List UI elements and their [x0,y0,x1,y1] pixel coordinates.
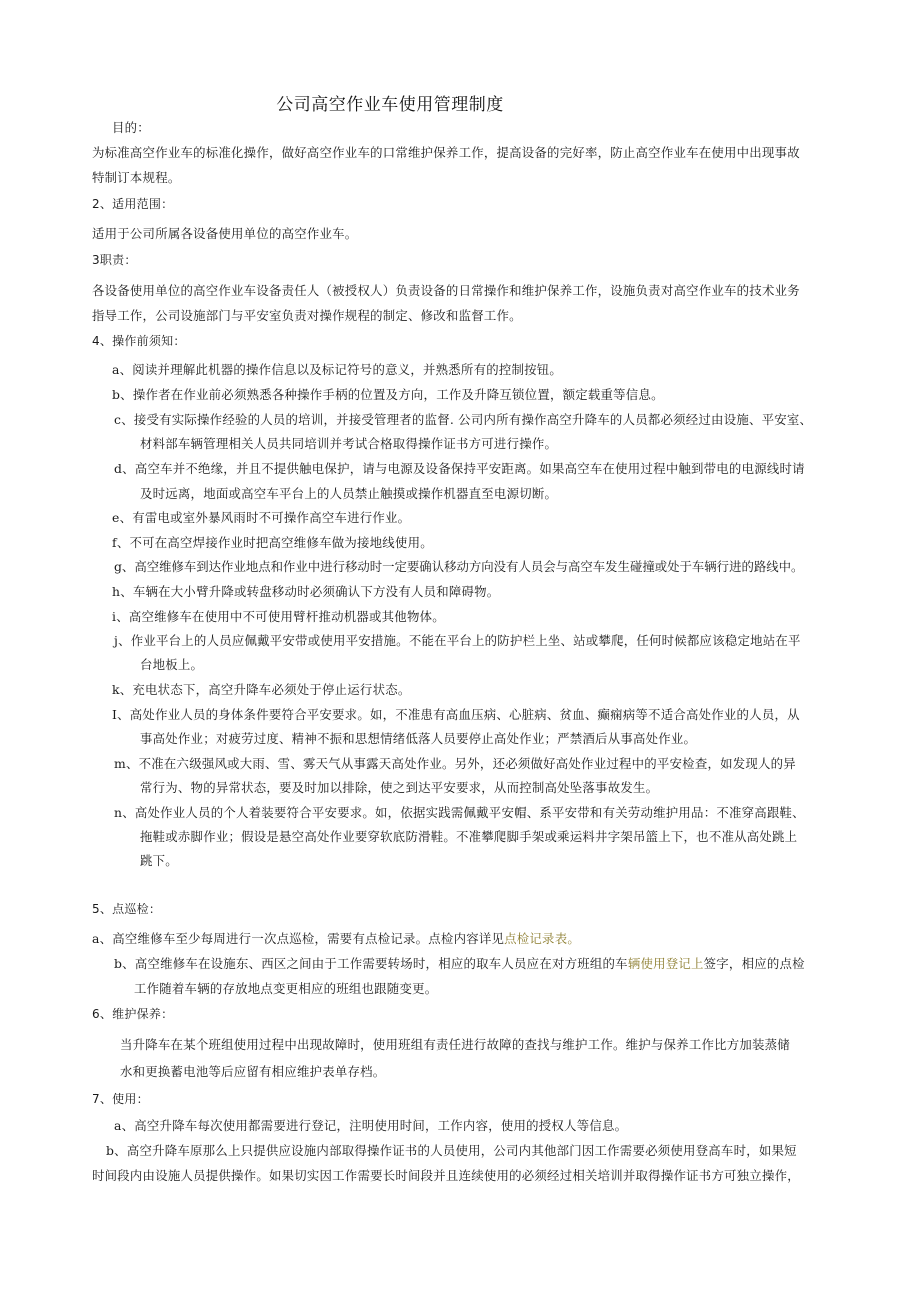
item-label: d、 [114,461,135,476]
item-label: i、 [112,609,129,624]
item-label: a、 [114,1118,135,1133]
item-label: j、 [114,633,131,648]
item-text: 操作者在作业前必须熟悉各种操作手柄的位置及方向，工作及升降互锁位置，额定载重等信息。 [132,387,664,402]
pre-item-c [114,412,812,428]
pre-item-g [114,559,803,575]
pre-item-f [112,535,433,551]
inspection-item-a [92,931,580,947]
duties-heading: 3职责： [92,253,137,267]
item-text: 高空维修车在使用中不可使用臂杆推动机器或其他物体。 [128,609,445,624]
pre-item-m [114,756,796,772]
duties-line-1: 各设备使用单位的高空作业车设备责任人（被授权人）负责设备的日常操作和维护保养工作，设施负责对高空作业车的技术业务 [92,283,800,298]
item-text: 高空维修车在设施东、西区之间由于工作需要转场时，相应的取车人员应在对方班组的车 [134,956,628,971]
pre-item-n-line-3: 跳下。 [140,853,178,868]
item-text: 高空维修车到达作业地点和作业中进行移动时一定要确认移动方向没有人员会与高空车发生碰撞或处于车辆行进的路线中。 [134,559,804,574]
item-text: 接受有实际操作经验的人员的培训，并接受管理者的监督. 公司内所有操作高空升降车的人员都必须经过由设施、平安室、 [133,412,813,427]
maintenance-heading: 6、维护保养： [92,1007,174,1021]
item-text-end: 签字，相应的点检 [703,956,805,971]
scope-heading: 2、适用范围： [92,197,174,211]
duties-line-2: 指导工作，公司设施部门与平安室负责对操作规程的制定、修改和监督工作。 [92,308,522,323]
pre-item-b [112,387,664,403]
item-text: 高空升降车每次使用都需要进行登记，注明使用时间，工作内容，使用的授权人等信息。 [134,1118,628,1133]
item-label: a、 [92,931,113,946]
usage-item-b-line-2: 时间段内由设施人员提供操作。如果切实因工作需要长时间段并且连续使用的必须经过相关培训并取得操作证书方可独立操作， [92,1168,800,1183]
item-text: 高空维修车至少每周进行一次点巡检，需要有点检记录。点检内容详见 [112,931,505,946]
item-label: n、 [114,805,135,820]
item-text: 高空升降车原那么上只提供应设施内部取得操作证书的人员使用，公司内其他部门因工作需要必须使用登高车时，如果短 [126,1143,797,1158]
pre-item-d-line-2: 及时远离，地面或高空车平台上的人员禁止触摸或操作机器直至电源切断。 [140,486,558,501]
item-label: c、 [114,412,134,427]
item-text: 高空车并不绝缘，并且不提供触电保护，请与电源及设备保持平安距离。如果高空车在使用过程中触到带电的电源线时请 [134,461,805,476]
pre-item-c-line-2: 材料部车辆管理相关人员共同培训并考试合格取得操作证书方可进行操作。 [140,436,558,451]
item-label: m、 [114,756,139,771]
usage-item-b [106,1143,797,1159]
scope-text: 适用于公司所属各设备使用单位的高空作业车。 [92,226,358,241]
maintenance-line-2: 水和更换蓄电池等后应留有相应维护表单存档。 [120,1064,386,1079]
item-label: I、 [112,707,130,722]
pre-item-m-line-2: 常行为、物的异常状态，要及时加以排除，使之到达平安要求，从而控制高处坠落事故发生。 [140,780,659,795]
purpose-line-1: 为标准高空作业车的标准化操作，做好高空作业车的口常维护保养工作，提高设备的完好率，防止高空作业车在使用中出现事故 [92,145,800,160]
item-text: 作业平台上的人员应佩戴平安带或使用平安措施。不能在平台上的防护栏上坐、站或攀爬，任何时候都应该稳定地站在平 [130,633,801,648]
pre-item-j-line-2: 台地板上。 [140,657,204,672]
pre-item-l [112,707,800,723]
item-label: a、 [112,362,133,377]
inspection-item-b [114,956,805,972]
purpose-line-2: 特制订本规程。 [92,170,181,185]
inspection-heading: 5、点巡检： [92,902,162,916]
pre-item-n [114,805,805,821]
pre-item-e [112,510,410,526]
pre-item-l-line-2: 事高处作业；对疲劳过度、精神不振和思想情绪低落人员要停止高处作业；严禁酒后从事高处作业。 [140,731,697,746]
purpose-heading: 目的： [112,120,150,135]
pre-item-h [112,584,499,600]
item-label: e、 [112,510,133,525]
inspection-record-link[interactable]: 点检记录表。 [504,931,580,946]
inspection-item-b-line-2: 工作随着车辆的存放地点变更相应的班组也跟随变更。 [134,981,438,996]
vehicle-register-link[interactable]: 辆使用登记上 [627,956,704,971]
pre-heading: 4、操作前须知： [92,334,186,348]
item-label: g、 [114,559,135,574]
item-label: b、 [112,387,133,402]
item-label: f、 [112,535,130,550]
usage-heading: 7、使用： [92,1092,149,1106]
item-text: 阅读并理解此机器的操作信息以及标记符号的意义，并熟悉所有的控制按钮。 [132,362,563,377]
maintenance-line-1: 当升降车在某个班组使用过程中出现故障时，使用班组有责任进行故障的查找与维护工作。维护与保养工作比方加装蒸储 [120,1037,790,1052]
item-label: b、 [106,1143,127,1158]
usage-item-a [114,1118,627,1134]
pre-item-a [112,362,562,378]
pre-item-k [112,682,411,698]
pre-item-j [114,633,801,649]
item-text: 高处作业人员的个人着装要符合平安要求。如，依据实践需佩戴平安帽、系平安带和有关劳动维护用品：不准穿高跟鞋、 [134,805,805,820]
item-text: 有雷电或室外暴风雨时不可操作高空车进行作业。 [132,510,411,525]
item-text: 车辆在大小臂升降或转盘移动时必须确认下方没有人员和障碍物。 [132,584,500,599]
item-text: 高处作业人员的身体条件要符合平安要求。如，不准患有高血压病、心脏病、贫血、癫痫病等不适合高处作业的人员，从 [129,707,800,722]
document-title: 公司高空作业车使用管理制度 [276,95,504,115]
item-label: b、 [114,956,135,971]
pre-item-i [112,609,445,625]
pre-item-d [114,461,805,477]
item-label: h、 [112,584,133,599]
pre-item-n-line-2: 拖鞋或赤脚作业；假设是悬空高处作业要穿软底防滑鞋。不准攀爬脚手架或乘运料井字架吊篮上下，也不准从高处跳上 [140,829,798,844]
item-text: 充电状态下，高空升降车必须处于停止运行状态。 [132,682,411,697]
item-text: 不准在六级强风或大雨、雪、雾天气从事露天高处作业。另外，还必须做好高处作业过程中的平安检查，如发现人的异 [138,756,796,771]
item-label: k、 [112,682,133,697]
item-text: 不可在高空焊接作业时把高空维修车做为接地线使用。 [129,535,433,550]
